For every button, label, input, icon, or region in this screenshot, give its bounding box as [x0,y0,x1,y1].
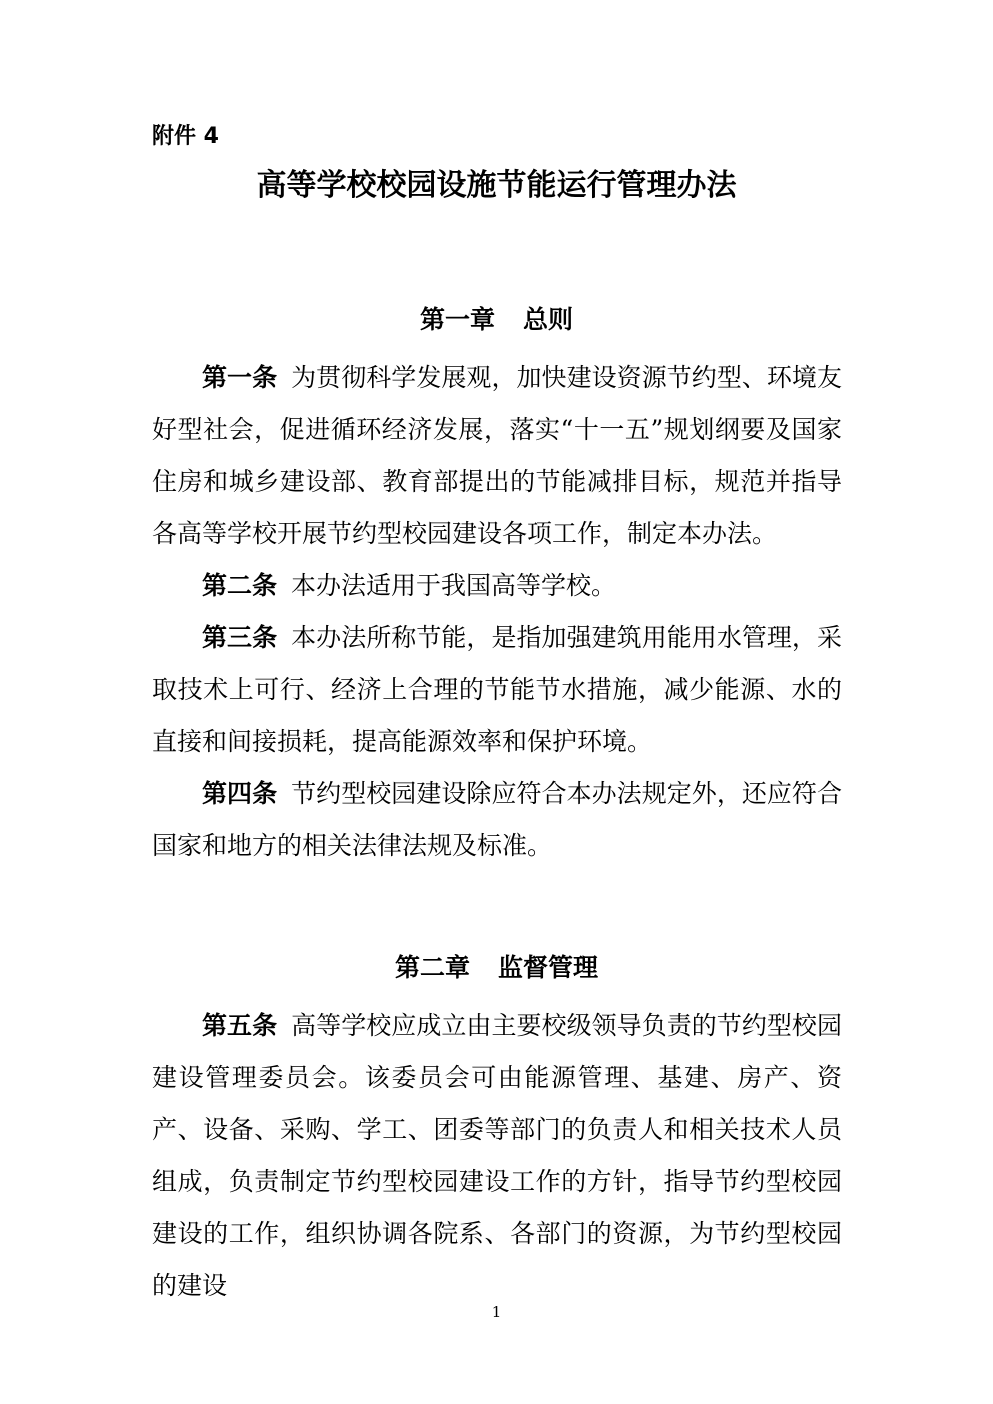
article-3 [152,612,842,768]
article-text: 为贯彻科学发展观，加快建设资源节约型、环境友好型社会，促进循环经济发展，落实“十一五”规划纲要及国家住房和城乡建设部、教育部提出的节能减排目标，规范并指导各高等学校开展节约型校园建设各项工作，制定本办法。 [152,363,842,548]
article-text: 节约型校园建设除应符合本办法规定外，还应符合国家和地方的相关法律法规及标准。 [152,779,842,860]
article-5 [152,1000,842,1312]
article-1 [152,352,842,560]
article-text: 本办法适用于我国高等学校。 [291,571,617,600]
article-label: 第一条 [202,363,278,392]
page-number: 1 [491,1303,502,1321]
document-title: 高等学校校园设施节能运行管理办法 [256,168,737,203]
article-text: 高等学校应成立由主要校级领导负责的节约型校园建设管理委员会。该委员会可由能源管理、基建、房产、资产、设备、采购、学工、团委等部门的负责人和相关技术人员组成，负责制定节约型校园建设工作的方针，指导节约型校园建设的工作，组织协调各院系、各部门的资源，为节约型校园的建设 [152,1011,842,1300]
article-label: 第四条 [202,779,278,808]
article-label: 第五条 [202,1011,278,1040]
article-label: 第二条 [202,571,278,600]
chapter-heading-2 [0,951,993,985]
attachment-label: 附件 4 [152,124,219,149]
chapter-name: 总则 [523,305,574,334]
chapter-number: 第二章 [394,953,470,982]
article-label: 第三条 [202,623,278,652]
article-2 [152,560,842,612]
chapter-name: 监督管理 [498,953,599,982]
chapter-heading-1 [0,303,993,337]
article-4 [152,768,842,872]
chapter-number: 第一章 [419,305,495,334]
article-text: 本办法所称节能，是指加强建筑用能用水管理，采取技术上可行、经济上合理的节能节水措施，减少能源、水的直接和间接损耗，提高能源效率和保护环境。 [152,623,842,756]
